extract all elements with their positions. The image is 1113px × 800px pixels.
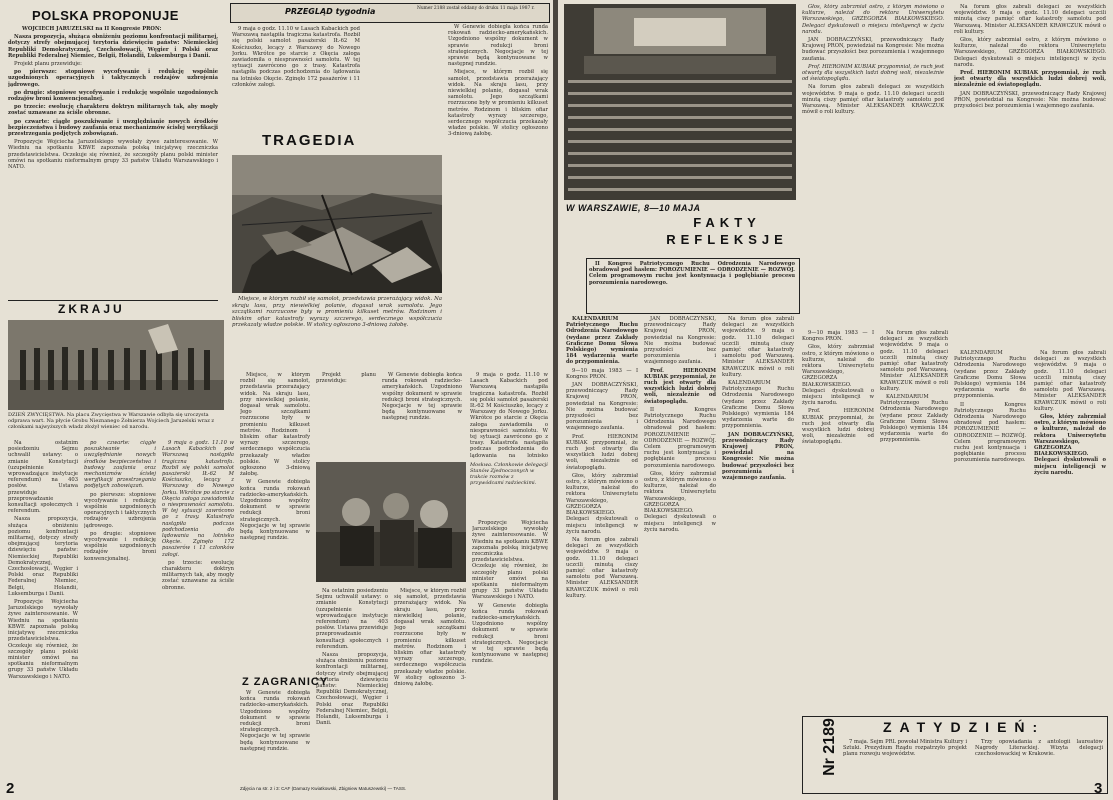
column-text: Projekt planu przewiduje: — [316, 372, 376, 385]
column-text: Prof. HIERONIM KUBIAK przypomniał, że ruch jest otwarty dla wszystkich ludzi dobrej woli, niezależnie od światopoglądu. — [566, 433, 638, 471]
column-text: Miejsce, w którym rozbił się samolot, przedstawia przerażający widok. Na skraju lasu, przy niewielkiej polanie, dogasał wrak samolotu. Jego szczątkami rozrzucone były w promieniu kilkuset metrów. Rodzinom i bliskim ofiar katastrofy wyrazy szczerego, serdecznego współczucia przekazały władze polskie. W stolicy ogłoszono 3-dniową żałobę. — [394, 588, 466, 688]
column-text: W Genewie dobiegła końca runda rokowań radziecko-amerykańskich. Uzgodniono wspólny dokument w sprawie redukcji broni strategicznych. Negocjacje w tej sprawie będą kontynuowane w następnej rundzie. — [382, 372, 462, 422]
lower-column-3 — [162, 440, 234, 780]
column-text: Trzy opowiadania z antologii laureatów Nagrody Literackiej. Wizyta delegacji czechosłowackiej w Krakowie. — [975, 739, 1103, 758]
fakty-lead-box — [586, 258, 800, 314]
moscow-caption: Moskwa. Członkowie delegacji Stanów Zjednoczonych w trakcie rozmów z przywódcami radzieckimi. — [470, 462, 548, 486]
column-text: po trzecie: ewolucję charakteru doktryn militarnych tak, aby mogły zostać uznawane za ściśle obronne. — [162, 559, 234, 591]
column-text: Na forum głos zabrali delegaci ze wszystkich województw. 9 maja o godz. 11.10 delegaci uczcili minutą ciszy pamięć ofiar katastrofy samolotu pod Warszawą. Minister ALEKSANDER KRAWCZUK mówił o roli kultury. — [566, 536, 638, 599]
fakty-column-1 — [566, 316, 638, 786]
article-paragraph: po trzecie: ewolucję charakteru doktryn militarnych tak, aby mogły zostać uznawane za ściśle obronne. — [8, 104, 218, 117]
column-text: po pierwsze: stopniowe wycofywanie i redukcję wspólnie uzgodnionych operacyjnych i taktycznych rodzajów uzbrojenia jądrowego. — [84, 491, 156, 529]
column-text: W Genewie dobiegła końca runda rokowań radziecko-amerykańskich. Uzgodniono wspólny dokument w sprawie redukcji broni strategicznych. Negocjacje w tej sprawie będą kontynuowane w następnej rundzie. — [472, 602, 548, 665]
tragedia-body-text: Miejsce, w którym rozbił się samolot, przedstawia przerażający widok. Na skraju lasu, przy niewielkiej polanie, dogasał wrak samolotu. Jego szczątkami rozrzucone były w promieniu kilkuset metrów. Rodzinom i bliskim ofiar katastrofy wyrazy szczerego, serdecznego współczucia przekazały władze polskie. W stolicy ogłoszono 3-dniową żałobę. — [232, 296, 442, 329]
fakty-title — [662, 214, 792, 254]
column-text: Głos, który zabrzmiał ostro, z którym mówiono o kulturze, należał do rektora Uniwersytetu Warszawskiego, GRZEGORZA BIAŁKOWSKIEGO. Delegaci dyskutowali o miejscu inteligencji w życiu narodu. — [566, 472, 638, 535]
page-number: 2 — [6, 780, 15, 797]
column-text: Głos, który zabrzmiał ostro, z którym mówiono o kulturze, należał do rektora Uniwersytetu Warszawskiego, GRZEGORZA BIAŁKOWSKIEGO. Delegaci dyskutowali o miejscu inteligencji w życiu narodu. — [802, 344, 874, 407]
polska-proponuje-body — [8, 26, 218, 304]
narrow-column-text: Miejsce, w którym rozbił się samolot, przedstawia przerażający widok. Na skraju lasu, przy niewielkiej polanie, dogasał wrak samolotu. Jego szczątkami rozrzucone były w promieniu kilkuset metrów. Rodzinom i bliskim ofiar katastrofy wyrazy szczerego, serdecznego współczucia przekazały władze polskie. W stolicy ogłoszono 3-dniową żałobę. — [448, 69, 548, 138]
zagranica-column-2 — [316, 588, 388, 776]
narrow-column-right — [448, 24, 548, 274]
column-text: JAN DOBRACZYŃSKI, przewodniczący Rady Krajowej PRON, powiedział na Kongresie: Nie można budować przyszłości bez porozumienia i wzajemnego zaufania. — [802, 37, 944, 62]
divider — [8, 300, 218, 301]
tragedia-intro-text: 9 maja o godz. 11.10 w Lasach Kabackich pod Warszawą nastąpiła tragiczna katastrofa. Rozbił się polski samolot pasażerski IŁ-62 M Kościuszko, lecący z Warszawy do Nowego Jorku. Wkrótce po starcie z Okęcia załoga zawiadomiła o niesprawności samolotu. W tej sytuacji zawrócono go z trasy. Katastrofa nastąpiła podczas podchodzenia do lądowania na lotnisko Okęcie. Zginęło 172 pasażerów i 11 członków załogi. — [232, 26, 360, 88]
z-zagranicy-title: Z ZAGRANICY — [242, 676, 329, 688]
article-lead: WOJCIECH JARUZELSKI na II Kongresie PRON: — [22, 26, 162, 32]
column-text: Miejsce, w którym rozbił się samolot, przedstawia przerażający widok. Na skraju lasu, przy niewielkiej polanie, dogasał wrak samolotu. Jego szczątkami rozrzucone były w promieniu kilkuset metrów. Rodzinom i bliskim ofiar katastrofy wyrazy szczerego, serdecznego współczucia przekazały władze polskie. W stolicy ogłoszono 3-dniową żałobę. — [240, 372, 310, 478]
column-text: Nasza propozycja, służąca obniżeniu poziomu konfrontacji militarnej, dotyczy strefy obejmującej terytoria dziewięciu państw: Niemieckiej Republiki Demokratycznej, Czechosłowacji, Węgier i Polski oraz Republiki Federalnej Niemiec, Belgii, Holandii, Luksemburga i Danii. — [8, 516, 78, 597]
column-text: 9—10 maja 1983 — I Kongres PRON. — [566, 367, 638, 380]
column-text: 9 maja o godz. 11.10 w Lasach Kabackich pod Warszawą nastąpiła tragiczna katastrofa. Rozbił się polski samolot pasażerski IŁ-62 M Kościuszko, lecący z Warszawy do Nowego Jorku. Wkrótce po starcie z Okęcia załoga zawiadomiła o niesprawności samolotu. W tej sytuacji zawrócono go z trasy. Katastrofa nastąpiła podczas podchodzenia do lądowania na lotnisko — [470, 372, 548, 458]
column-text: JAN DOBRACZYŃSKI, przewodniczący Rady Krajowej PRON, powiedział na Kongresie: Nie można budować przyszłości bez porozumienia i wzajemnego zaufania. — [566, 382, 638, 432]
issue-number: Nr 2189 — [821, 718, 838, 776]
column-text: Prof. HIERONIM KUBIAK przypomniał, że ruch jest otwarty dla wszystkich ludzi dobrej woli, niezależnie od światopoglądu. — [802, 63, 944, 83]
column-text: po czwarte: ciągłe poszukiwanie i uwzględnianie nowych środków bezpieczeństwa i budowy zaufania oraz mechanizmów ścisłej weryfikacji przestrzegania podjętych zobowiązań. — [84, 440, 156, 490]
zagranica-column-4 — [472, 520, 548, 776]
article-paragraph: Propozycje Wojciecha Jaruzelskiego wywołały żywe zainteresowanie. W Wiedniu na spotkaniu KBWE zapoznała polską inicjatywę rzeczniczka przedstawicielstwa. Oczekuje się również, że szczegóły planu polski minister omówi na spotkaniu nieformalnym grupy 33 państw Układu Warszawskiego i NATO. — [8, 139, 218, 171]
article-paragraph: po drugie: stopniowe wycofywanie i redukcję wspólnie uzgodnionych rodzajów broni konwencjonalnej. — [8, 89, 218, 103]
column-text: 7 maja. Sejm PRL powołał Ministra Kultury i Sztuki. Prezydium Rządu rozpatrzyło projekt planu rozwoju województw. — [843, 739, 967, 758]
column-text: W Genewie dobiegła końca runda rokowań radziecko-amerykańskich. Uzgodniono wspólny dokument w sprawie redukcji broni strategicznych. Negocjacje w tej sprawie będą kontynuowane w następnej rundzie. — [240, 479, 310, 542]
fakty-column-3 — [722, 316, 794, 786]
reflections-column-2 — [802, 330, 874, 720]
z-kraju-title: ZKRAJU — [58, 302, 125, 316]
lower-column-5 — [316, 372, 376, 452]
lower-column-4 — [240, 372, 310, 672]
column-text: Na forum głos zabrali delegaci ze wszystkich województw. 9 maja o godz. 11.10 delegaci uczcili minutą ciszy pamięć ofiar katastrofy samolotu pod Warszawą. Minister ALEKSANDER KRAWCZUK mówił o roli kultury. — [722, 316, 794, 378]
masthead-logo: PRZEGLĄD tygodnia — [285, 7, 376, 16]
column-text: Na ostatnim posiedzeniu Sejmu uchwalił ustawy: o zmianie Konstytucji (uzupełnienie wprowadzające instytucje referendum) na 403 posłów. Ustawa przewiduje przeprowadzanie konsultacji społecznych i referendum. — [8, 440, 78, 515]
column-text: Prof. HIERONIM KUBIAK przypomniał, że ruch jest otwarty dla wszystkich ludzi dobrej woli, niezależnie od światopoglądu. — [644, 367, 716, 405]
column-text: Prof. HIERONIM KUBIAK przypomniał, że ruch jest otwarty dla wszystkich ludzi dobrej woli, niezależnie od światopoglądu. — [954, 70, 1106, 89]
narrow-column-text: W Genewie dobiegła końca runda rokowań radziecko-amerykańskich. Uzgodniono wspólny dokument w sprawie redukcji broni strategicznych. Negocjacje w tej sprawie będą kontynuowane w następnej rundzie. — [448, 24, 548, 68]
tragedia-body — [232, 296, 442, 366]
column-text: II Kongres Patriotycznego Ruchu Odrodzenia Narodowego obradował pod hasłem: POROZUMIENIE — ODRODZENIE — ROZWÓJ. Celem programowym ruchu jest kontynuacja i pogłębianie procesu porozumienia narodowego. — [954, 401, 1026, 464]
column-text: Propozycje Wojciecha Jaruzelskiego wywołały żywe zainteresowanie. W Wiedniu na spotkaniu KBWE zapoznała polską inicjatywę rzeczniczka przedstawicielstwa. Oczekuje się również, że szczegóły planu polski minister omówi na spotkaniu nieformalnym grupy 33 państw Układu Warszawskiego i NATO. — [472, 520, 548, 601]
right-column-2 — [954, 350, 1026, 710]
column-text: Głos, który zabrzmiał ostro, z którym mówiono o kulturze, należał do rektora Uniwersytetu Warszawskiego, GRZEGORZA BIAŁKOWSKIEGO. Delegaci dyskutowali o miejscu inteligencji w życiu narodu. — [1034, 414, 1106, 476]
weekly-column-2 — [975, 739, 1103, 791]
article-paragraph: po pierwsze: stopniowe wycofywanie i redukcję wspólnie uzgodnionych operacyjnych i taktycznych rodzajów uzbrojenia jądrowego. — [8, 69, 218, 88]
column-text: Na forum głos zabrali delegaci ze wszystkich województw. 9 maja o godz. 11.10 delegaci uczcili minutą ciszy pamięć ofiar katastrofy samolotu pod Warszawą. Minister ALEKSANDER KRAWCZUK mówił o roli kultury. — [802, 84, 944, 116]
column-text: 9 maja o godz. 11.10 w Lasach Kabackich pod Warszawą nastąpiła tragiczna katastrofa. Rozbił się polski samolot pasażerski IŁ-62 M Kościuszko, lecący z Warszawy do Nowego Jorku. Wkrótce po starcie z Okęcia załoga zawiadomiła o niesprawności samolotu. W tej sytuacji zawrócono go z trasy. Katastrofa nastąpiła podczas podchodzenia do lądowania na lotnisko Okęcie. Zginęło 172 pasażerów i 11 członków załogi. — [162, 440, 234, 558]
crash-site-image — [232, 155, 442, 293]
column-text: KALENDARIUM Patriotycznego Ruchu Odrodzenia Narodowego (wydane przez Zakłady Graficzne Domu Słowa Polskiego) wymienia 184 wydarzenia warte do przypomnienia. — [566, 316, 638, 366]
tragedia-intro — [232, 26, 360, 126]
tragedia-title: TRAGEDIA — [262, 132, 357, 149]
congress-photo-caption: W WARSZAWIE, 8—10 MAJA — [566, 203, 701, 213]
column-text: JAN DOBRACZYŃSKI, przewodniczący Rady Krajowej PRON, powiedział na Kongresie: Nie można budować przyszłości bez porozumienia i wzajemnego zaufania. — [954, 90, 1106, 110]
column-text: Propozycje Wojciecha Jaruzelskiego wywołały żywe zainteresowanie. W Wiedniu na spotkaniu KBWE zapoznała polską inicjatywę rzeczniczka przedstawicielstwa. Oczekuje się również, że szczegóły planu polski minister omówi na spotkaniu nieformalnym grupy 33 państw Układu Warszawskiego i NATO. — [8, 599, 78, 680]
column-text: W Genewie dobiegła końca runda rokowań radziecko-amerykańskich. Uzgodniono wspólny dokument w sprawie redukcji broni strategicznych. Negocjacje w tej sprawie będą kontynuowane w następnej rundzie. — [240, 690, 310, 752]
column-text: KALENDARIUM Patriotycznego Ruchu Odrodzenia Narodowego (wydane przez Zakłady Graficzne Domu Słowa Polskiego) wymienia 184 wydarzenia warte do przypomnienia. — [880, 394, 948, 444]
lower-column-6 — [382, 372, 462, 458]
zagranica-column-3 — [394, 588, 466, 776]
column-text: 9—10 maja 1983 — I Kongres PRON. — [802, 330, 874, 343]
meeting-image — [316, 462, 466, 582]
fakty-lead-text: II Kongres Patriotycznego Ruchu Odrodzenia Narodowego obradował pod hasłem: POROZUMIENIE — ODRODZENIE — ROZWÓJ. Celem programowym ruchu jest kontynuacja i pogłębianie procesu porozumienia narodowego. — [589, 261, 795, 286]
lower-column-7 — [470, 372, 548, 458]
column-text: Na forum głos zabrali delegaci ze wszystkich województw. 9 maja o godz. 11.10 delegaci uczcili minutą ciszy pamięć ofiar katastrofy samolotu pod Warszawą. Minister ALEKSANDER KRAWCZUK mówił o roli kultury. — [880, 330, 948, 392]
fakty-column-2 — [644, 316, 716, 786]
moscow-meeting-photo — [316, 462, 466, 582]
column-text: JAN DOBRACZYŃSKI, przewodniczący Rady Krajowej PRON, powiedział na Kongresie: Nie można budować przyszłości bez porozumienia i wzajemnego zaufania. — [644, 316, 716, 366]
right-column-3 — [1034, 350, 1106, 710]
congress-hall-photo — [564, 4, 796, 200]
column-text: Głos, który zabrzmiał ostro, z którym mówiono o kulturze, należał do rektora Uniwersytetu Warszawskiego, GRZEGORZA BIAŁKOWSKIEGO. Delegaci dyskutowali o miejscu inteligencji w życiu narodu. — [802, 4, 944, 35]
weekly-column-1 — [843, 739, 967, 791]
soldiers-parade-photo — [8, 320, 224, 410]
photo-credits: Zdjęcia na str. 2 i 3: CAF (Damazy Kwiatkowski, Zbigniew Matuszewski) — TASS. — [240, 786, 407, 791]
parade-caption: DZIEŃ ZWYCIĘSTWA. Na placu Zwycięstwa w Warszawie odbyła się uroczysta odprawa wart. Na płycie Grobu Nieznanego Żołnierza Wojciech Jaruzelski wraz z członkami najwyższych władz złożył wieniec od narodu. — [8, 412, 215, 430]
page-number: 3 — [1094, 780, 1103, 797]
masthead-info: Numer 2188 został oddany do druku 11 maja 1987 r. — [417, 6, 535, 11]
column-text: Głos, który zabrzmiał ostro, z którym mówiono o kulturze, należał do rektora Uniwersytetu Warszawskiego, GRZEGORZA BIAŁKOWSKIEGO. Delegaci dyskutowali o miejscu inteligencji w życiu narodu. — [644, 470, 716, 533]
column-text: Na forum głos zabrali delegaci ze wszystkich województw. 9 maja o godz. 11.10 delegaci uczcili minutą ciszy pamięć ofiar katastrofy samolotu pod Warszawą. Minister ALEKSANDER KRAWCZUK mówił o roli kultury. — [1034, 350, 1106, 412]
lower-column-1 — [8, 440, 78, 780]
fakty-title-text: FAKTY REFLEKSJE — [666, 215, 788, 247]
reflections-column — [802, 4, 944, 324]
left-page — [0, 0, 553, 800]
congress-image — [564, 4, 796, 200]
masthead — [230, 3, 550, 23]
weekly-box — [802, 716, 1108, 794]
lower-column-2 — [84, 440, 156, 780]
column-text: Nasza propozycja, służąca obniżeniu poziomu konfrontacji militarnej, dotyczy strefy obejmującej terytoria dziewięciu państw: Niemieckiej Republiki Demokratycznej, Czechosłowacji, Węgier i Polski oraz Republiki Federalnej Niemiec, Belgii, Holandii, Luksemburga i Danii. — [316, 652, 388, 727]
column-text: Na ostatnim posiedzeniu Sejmu uchwalił ustawy: o zmianie Konstytucji (uzupełnienie wprowadzające instytucje referendum) na 403 posłów. Ustawa przewiduje przeprowadzanie konsultacji społecznych i referendum. — [316, 588, 388, 650]
article-paragraph: po czwarte: ciągłe poszukiwanie i uwzględnianie nowych środków bezpieczeństwa i budowy zaufania oraz mechanizmów ścisłej weryfikacji przestrzegania podjętych zobowiązań. — [8, 118, 218, 138]
column-text: JAN DOBRACZYŃSKI, przewodniczący Rady Krajowej PRON, powiedział na Kongresie: Nie można budować przyszłości bez porozumienia i wzajemnego zaufania. — [722, 431, 794, 482]
article-paragraph: Nasza propozycja, służąca obniżeniu poziomu konfrontacji militarnej, dotyczy strefy obejmującej terytoria dziewięciu państw: Niemieckiej Republiki Demokratycznej, Czechosłowacji, Węgier i Polski oraz Republiki Federalnej Niemiec, Belgii, Holandii, Luksemburga i Danii. — [8, 34, 218, 59]
column-text: Prof. HIERONIM KUBIAK przypomniał, że ruch jest otwarty dla wszystkich ludzi dobrej woli, niezależnie od światopoglądu. — [802, 408, 874, 446]
zagranica-column-1 — [240, 690, 310, 776]
right-column — [954, 4, 1106, 344]
polska-proponuje-title: POLSKA PROPONUJE — [32, 8, 179, 23]
reflections-column-3 — [880, 330, 948, 720]
column-text: Głos, który zabrzmiał ostro, z którym mówiono o kulturze, należał do rektora Uniwersytetu Warszawskiego, GRZEGORZA BIAŁKOWSKIEGO. Delegaci dyskutowali o miejscu inteligencji w życiu narodu. — [954, 37, 1106, 68]
crash-site-photo — [232, 155, 442, 293]
right-page — [558, 0, 1113, 800]
column-text: KALENDARIUM Patriotycznego Ruchu Odrodzenia Narodowego (wydane przez Zakłady Graficzne Domu Słowa Polskiego) wymienia 184 wydarzenia warte do przypomnienia. — [722, 380, 794, 430]
column-text: II Kongres Patriotycznego Ruchu Odrodzenia Narodowego obradował pod hasłem: POROZUMIENIE — ODRODZENIE — ROZWÓJ. Celem programowym ruchu jest kontynuacja i pogłębianie procesu porozumienia narodowego. — [644, 406, 716, 469]
weekly-title: ZATYDZIEŃ: — [883, 719, 1046, 735]
parade-image — [8, 320, 224, 410]
column-text: KALENDARIUM Patriotycznego Ruchu Odrodzenia Narodowego (wydane przez Zakłady Graficzne Domu Słowa Polskiego) wymienia 184 wydarzenia warte do przypomnienia. — [954, 350, 1026, 400]
column-text: po drugie: stopniowe wycofywanie i redukcję wspólnie uzgodnionych rodzajów broni konwencjonalnej. — [84, 530, 156, 562]
article-paragraph: Projekt planu przewiduje: — [14, 61, 82, 68]
column-text: Na forum głos zabrali delegaci ze wszystkich województw. 9 maja o godz. 11.10 delegaci uczcili minutą ciszy pamięć ofiar katastrofy samolotu pod Warszawą. Minister ALEKSANDER KRAWCZUK mówił o roli kultury. — [954, 4, 1106, 35]
fakty-lead — [589, 261, 795, 311]
